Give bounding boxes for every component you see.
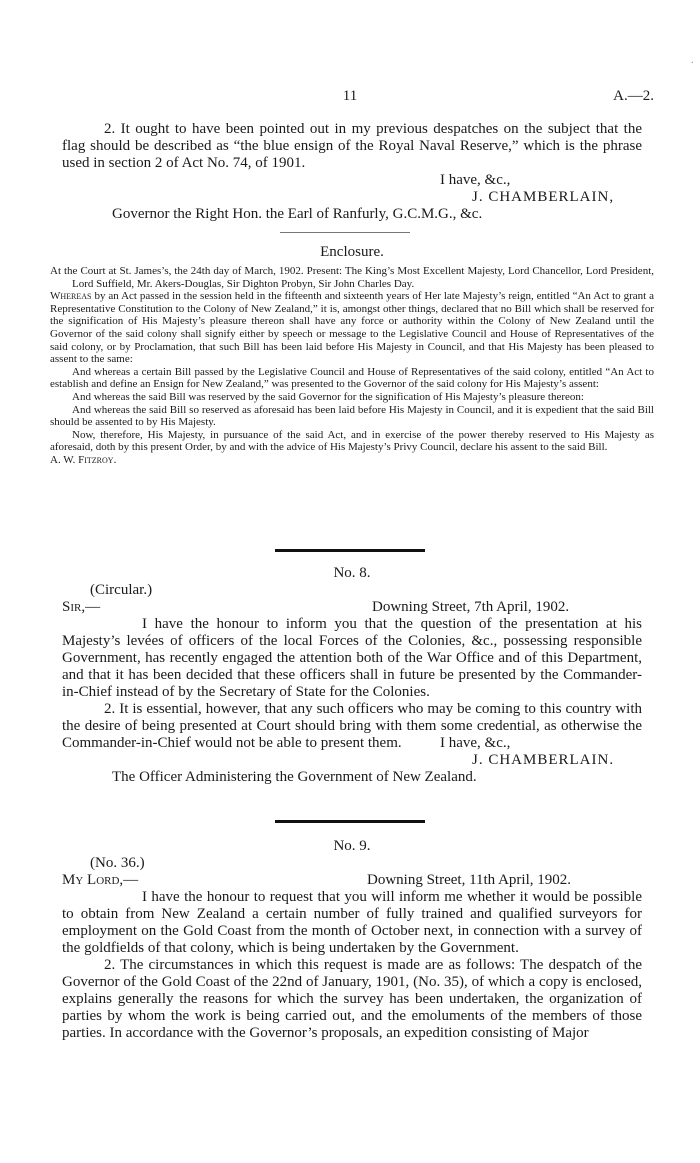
closing: I have, &c., [440,172,511,188]
no8-place-date: Downing Street, 7th April, 1902. [372,599,570,615]
court-line: At the Court at St. James’s, the 24th day of March, 1902. Present: The King’s Most Excellent Majesty, Lord Chancellor, Lord President, Lord Suffield, Mr. Akers-Douglas, Sir Dighton Probyn, Sir John Charles Day. [50,265,654,290]
previous-despatch-end [62,121,642,223]
enclosure-paragraph-4: And whereas the said Bill so reserved as aforesaid has been laid before His Majesty in Council, and it is expedient that the said Bill should be assented to by His Majesty. [50,403,654,429]
no8-signature: J. CHAMBERLAIN. [472,752,615,768]
no9-tag: (No. 36.) [90,855,145,871]
page-number: 11 [342,88,358,104]
enclosure [62,244,642,261]
enclosure-paragraph-3: And whereas the said Bill was reserved by the said Governor for the signification of His Majesty’s pleasure thereon: [72,390,584,403]
divider-thick [275,549,425,552]
addressee: Governor the Right Hon. the Earl of Ranfurly, G.C.M.G., &c. [112,206,483,222]
enclosure-body [50,265,654,467]
enclosure-paragraph-1: Whereas by an Act passed in the session held in the fifteenth and sixteenth years of Her late Majesty’s reign, entitled “An Act to grant a Representative Constitution to the Colony of New Zealand,” it is, amongst other things, declared that no Bill which shall be reserved for the signification of His Majesty’s pleasure thereon shall have any force or authority within the Colony of New Zealand until the Governor of the said colony shall signify either by speech or message to the Legislative Council and House of Representatives of the said colony, or by Proclamation, that such Bill has been laid before His Majesty in Council, and that His Majesty has been pleased to assent to the same: [50,290,654,366]
no8-salutation: Sir,— [62,599,101,615]
no8-heading: No. 8. [333,565,371,581]
despatch-no-8 [62,565,642,786]
enclosure-paragraph-5: Now, therefore, His Majesty, in pursuance of the said Act, and in exercise of the power thereby reserved to His Majesty as aforesaid, doth by this present Order, by and with the advice of His Majesty’s Privy Council, declare his assent to the said Bill. [50,428,654,454]
paragraph-2: 2. It ought to have been pointed out in my previous despatches on the subject that the flag should be described as “the blue ensign of the Royal Naval Reserve,” which is the phrase used in section 2 of Act No. 74, of 1901. [62,121,642,171]
no8-paragraph-2: 2. It is essential, however, that any such officers who may be coming to this country with the desire of being presented at Court should bring with them some credential, as otherwise the Commander-in-Chief would not be able to present them. [62,701,642,751]
document-reference: A.—2. [613,88,654,104]
enclosure-signature: A. W. Fitzroy. [50,453,117,466]
divider-thick-2 [275,820,425,823]
no8-closing: I have, &c., [440,735,511,751]
no8-salutation-line [62,599,642,616]
no9-salutation: My Lord,— [62,872,139,888]
no9-paragraph-2: 2. The circumstances in which this request is made are as follows: The despatch of the Governor of the Gold Coast of the 22nd of January, 1901, (No. 35), of which a copy is enclosed, explains generally the reasons for which the survey has been undertaken, the organization of parties by whom the work is being carried out, and the emoluments of the members of those parties. In accordance with the Governor’s proposals, an expedition consisting of Major [62,957,642,1041]
no9-salutation-line [62,872,642,889]
no9-place-date: Downing Street, 11th April, 1902. [367,872,572,888]
divider-thin [280,232,410,233]
no8-tag: (Circular.) [90,582,153,598]
enclosure-heading: Enclosure. [320,244,384,260]
despatch-no-9 [62,838,642,1042]
no9-paragraph-1: I have the honour to request that you will inform me whether it would be possible to obtain from New Zealand a certain number of fully trained and qualified surveyors for employment on the Gold Coast from the month of October next, in connection with a survey of the goldfields of that colony, which is being undertaken by the Government. [62,889,642,956]
corner-mark: · [690,58,694,69]
no8-addressee: The Officer Administering the Government of New Zealand. [112,769,477,785]
no8-paragraph-1: I have the honour to inform you that the question of the presentation at his Majesty’s levées of officers of the local Forces of the Colonies, &c., possessing responsible Government, has recently engaged the attention both of the War Office and of this Department, and that it has been decided that these officers shall in future be presented by the Commander-in-Chief instead of by the Secretary of State for the Colonies. [62,616,642,700]
signature: J. CHAMBERLAIN, [472,189,615,205]
whereas-word: Whereas [50,290,92,303]
no9-heading: No. 9. [333,838,371,854]
enclosure-paragraph-2: And whereas a certain Bill passed by the Legislative Council and House of Representatives of the said colony, entitled “An Act to establish and define an Ensign for New Zealand,” was presented to the Governor of the said colony for His Majesty’s assent: [50,365,654,391]
